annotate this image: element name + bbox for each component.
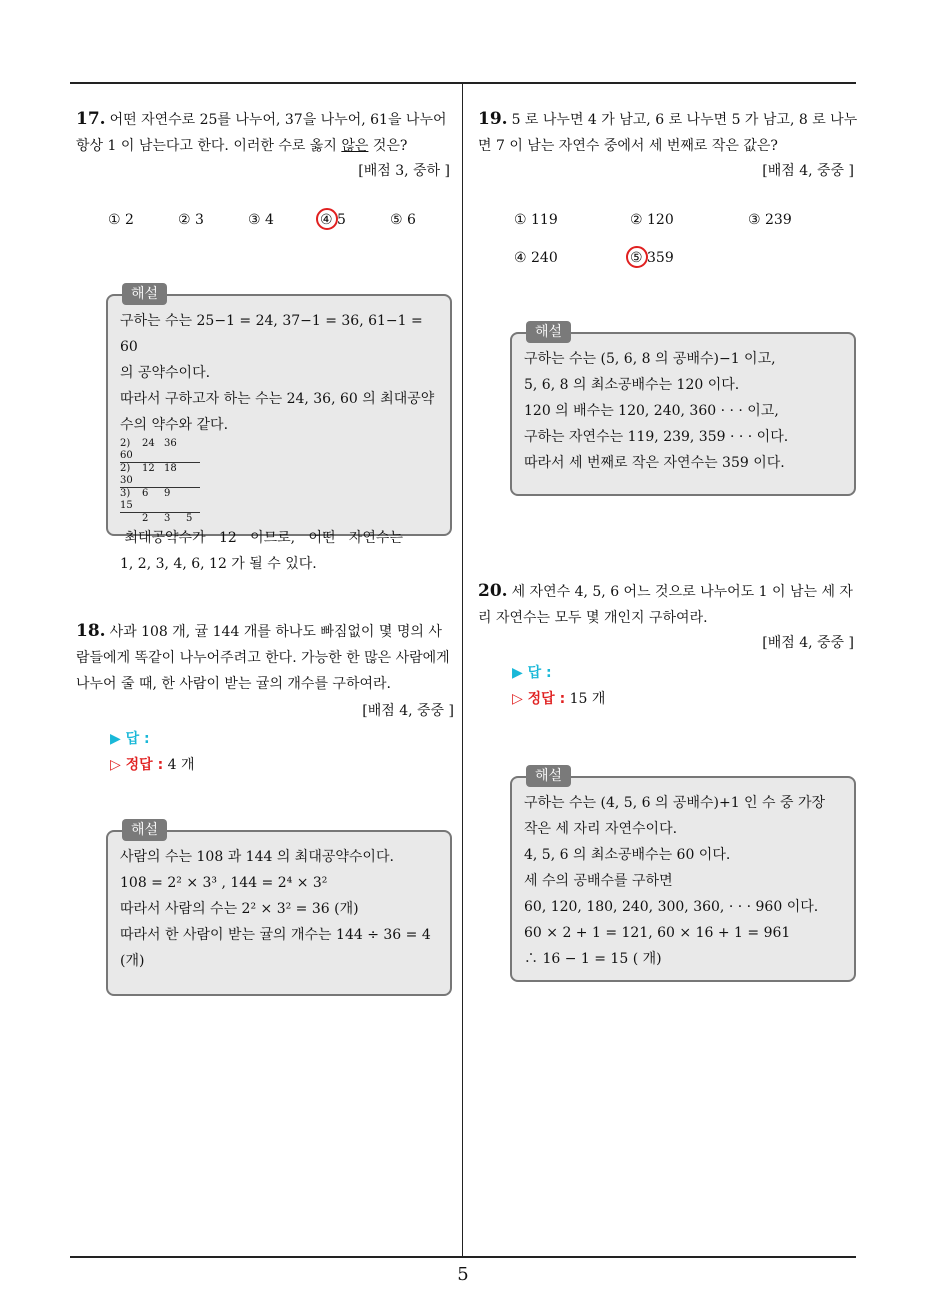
choice-4[interactable]: ④ 5 [320,212,346,228]
correct-value: 15 개 [569,691,606,707]
problem-17-meta: [배점 3, 중하 ] [358,163,450,179]
problem-text: 5 로 나누면 4 가 남고, 6 로 나누면 5 가 남고, 8 로 나누면 7 이 남는 자연수 중에서 세 번째로 작은 값은? [478,112,858,154]
solution-line: ∴ 16 − 1 = 15 ( 개) [524,951,662,967]
problem-18 [76,618,454,697]
division-row: 3) 6 915 [120,488,200,513]
solution-line: 구하는 수는 (5, 6, 8 의 공배수)−1 이고, [524,351,776,367]
solution-line: 108 = 2² × 3³ , 144 = 2⁴ × 3² [120,875,328,891]
choice-2[interactable]: ② 120 [630,212,674,228]
correct-value: 4 개 [167,757,195,773]
answer-circle-mark [316,208,338,230]
correct-label: ▷ 정답 : [110,757,164,773]
problem-text: 어떤 자연수로 25를 나누어, 37을 나누어, 61을 나누어 항상 1 이 남는다고 한다. 이러한 수로 옳지 않은 것은? [76,112,447,154]
division-row: 2) 12 1830 [120,463,200,488]
solution-line: 60, 120, 180, 240, 300, 360, · · · 960 이다. [524,899,819,915]
solution-tag: 해설 [122,819,167,841]
choice-5[interactable]: ⑤ 6 [390,212,416,228]
answer-label: ▶ 답 : [110,731,150,747]
choice-5[interactable]: ⑤ 359 [630,250,674,266]
problem-text: 사과 108 개, 귤 144 개를 하나도 빠짐없이 몇 명의 사람들에게 똑같이 나누어주려고 한다. 가능한 한 많은 사람에게 나누어 줄 때, 한 사람이 받는 귤의 개수를 구하여라. [76,624,450,692]
solution-line: 최대공약수가 12 이므로, 어떤 자연수는 [120,530,403,546]
problem-19-solution [510,324,856,496]
solution-line: 구하는 자연수는 119, 239, 359 · · · 이다. [524,429,789,445]
solution-line: 5, 6, 8 의 최소공배수는 120 이다. [524,377,740,393]
problem-number: 19. [478,109,508,129]
top-rule [70,82,856,84]
solution-line: 구하는 수는 25−1 = 24, 37−1 = 36, 61−1 = 60 [120,313,423,355]
choice-1[interactable]: ① 119 [514,212,558,228]
solution-line: 따라서 사람의 수는 2² × 3² = 36 (개) [120,901,359,917]
solution-line: 120 의 배수는 120, 240, 360 · · · 이고, [524,403,779,419]
solution-line: 사람의 수는 108 과 144 의 최대공약수이다. [120,849,394,865]
problem-20-solution [510,768,856,982]
problem-20-answer [512,662,552,682]
problem-18-correct [110,754,195,774]
correct-label: ▷ 정답 : [512,691,566,707]
solution-line: 따라서 세 번째로 작은 자연수는 359 이다. [524,455,785,471]
solution-line: 수의 약수와 같다. [120,417,229,433]
solution-line: 4, 5, 6 의 최소공배수는 60 이다. [524,847,731,863]
choice-4[interactable]: ④ 240 [514,250,558,266]
problem-text: 세 자연수 4, 5, 6 어느 것으로 나누어도 1 이 남는 세 자리 자연수는 모두 몇 개인지 구하여라. [478,584,853,626]
division-table [120,438,438,525]
choice-2[interactable]: ② 3 [178,212,204,228]
solution-line: 작은 세 자리 자연수이다. [524,821,678,837]
column-divider [462,82,463,1258]
answer-circle-mark [626,246,648,268]
bottom-rule [70,1256,856,1258]
problem-19-meta: [배점 4, 중중 ] [762,163,854,179]
choice-3[interactable]: ③ 4 [248,212,274,228]
solution-line: 1, 2, 3, 4, 6, 12 가 될 수 있다. [120,556,317,572]
problem-number: 20. [478,581,508,601]
solution-line: 60 × 2 + 1 = 121, 60 × 16 + 1 = 961 [524,925,791,941]
choice-1[interactable]: ① 2 [108,212,134,228]
problem-20-correct [512,688,605,708]
problem-20-meta: [배점 4, 중중 ] [762,635,854,651]
solution-line: 따라서 한 사람이 받는 귤의 개수는 144 ÷ 36 = 4 [120,927,431,943]
solution-tag: 해설 [526,321,571,343]
problem-18-answer [110,728,150,748]
solution-line: 세 수의 공배수를 구하면 [524,873,673,889]
division-row: 2 3 5 [142,513,193,524]
solution-line: 구하는 수는 (4, 5, 6 의 공배수)+1 인 수 중 가장 [524,795,826,811]
problem-number: 18. [76,621,106,641]
answer-label: ▶ 답 : [512,665,552,681]
solution-tag: 해설 [122,283,167,305]
page-number: 5 [457,1264,469,1285]
solution-line: (개) [120,953,145,969]
solution-tag: 해설 [526,765,571,787]
problem-18-solution [106,822,452,996]
solution-line: 따라서 구하고자 하는 수는 24, 36, 60 의 최대공약 [120,391,435,407]
problem-17 [76,106,454,159]
problem-number: 17. [76,109,106,129]
choice-3[interactable]: ③ 239 [748,212,792,228]
problem-19 [478,106,858,159]
solution-line: 의 공약수이다. [120,365,211,381]
problem-20 [478,578,858,631]
problem-17-solution [106,286,452,572]
problem-18-meta: [배점 4, 중중 ] [362,703,454,719]
division-row: 2) 24 3660 [120,438,200,463]
